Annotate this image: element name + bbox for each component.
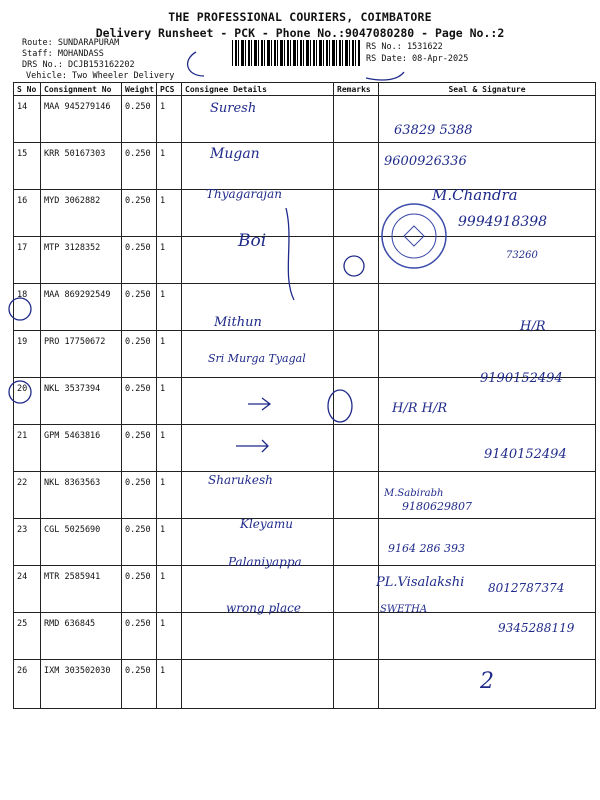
cell-consignee — [182, 237, 334, 284]
staff-field: Staff: MOHANDASS — [22, 49, 104, 59]
cell-consignment: MYD 3062882 — [41, 190, 122, 237]
cell-sno: 19 — [14, 331, 41, 378]
cell-weight: 0.250 — [122, 284, 157, 331]
hand-mark — [366, 72, 404, 80]
handwritten-page-number: 2 — [480, 669, 494, 694]
rs-number: RS No.: 1531622 — [366, 42, 443, 52]
cell-seal — [379, 96, 596, 143]
cell-remarks — [334, 190, 379, 237]
table-header-row — [14, 83, 596, 96]
table-row — [14, 566, 596, 613]
cell-sno: 18 — [14, 284, 41, 331]
page-title: THE PROFESSIONAL COURIERS, COIMBATORE — [168, 10, 432, 24]
runsheet-meta — [22, 38, 174, 82]
cell-pcs: 1 — [157, 566, 182, 613]
col-consignment: Consignment No — [41, 83, 122, 96]
cell-consignment: IXM 303502030 — [41, 660, 122, 709]
cell-seal — [379, 519, 596, 566]
table-row — [14, 378, 596, 425]
table-row — [14, 472, 596, 519]
cell-weight: 0.250 — [122, 96, 157, 143]
table-row — [14, 237, 596, 284]
cell-pcs: 1 — [157, 96, 182, 143]
cell-remarks — [334, 566, 379, 613]
cell-sno: 20 — [14, 378, 41, 425]
route-field: Route: SUNDARAPURAM — [22, 38, 120, 48]
table-row — [14, 96, 596, 143]
table-row — [14, 613, 596, 660]
cell-sno: 15 — [14, 143, 41, 190]
col-consignee: Consignee Details — [182, 83, 334, 96]
cell-weight: 0.250 — [122, 660, 157, 709]
cell-consignee — [182, 190, 334, 237]
cell-consignee — [182, 96, 334, 143]
handwritten-name: Kleyamu — [240, 517, 293, 531]
handwritten-phone: 9164 286 393 — [388, 542, 465, 555]
cell-remarks — [334, 96, 379, 143]
cell-remarks — [334, 284, 379, 331]
cell-remarks — [334, 519, 379, 566]
handwritten-phone: 9345288119 — [498, 621, 575, 635]
col-pcs: PCS — [157, 83, 182, 96]
cell-weight: 0.250 — [122, 566, 157, 613]
drs-field: DRS No.: DCJB153162202 — [22, 60, 135, 70]
runsheet-ref — [366, 41, 468, 65]
handwritten-signature: M.Chandra — [432, 186, 518, 204]
handwritten-name: wrong place — [226, 601, 301, 615]
cell-weight: 0.250 — [122, 472, 157, 519]
table-row — [14, 519, 596, 566]
handwritten-signature: SWETHA — [380, 604, 428, 615]
table-row — [14, 425, 596, 472]
cell-consignment: RMD 636845 — [41, 613, 122, 660]
cell-pcs: 1 — [157, 378, 182, 425]
handwritten-name: Palaniyappa — [228, 555, 302, 569]
cell-pcs: 1 — [157, 237, 182, 284]
barcode — [232, 40, 360, 66]
handwritten-signature: 63829 5388 — [394, 123, 473, 138]
cell-consignee — [182, 425, 334, 472]
cell-sno: 16 — [14, 190, 41, 237]
cell-consignment: MTR 2585941 — [41, 566, 122, 613]
handwritten-phone: 9140152494 — [484, 447, 567, 462]
table-body — [14, 96, 596, 709]
handwritten-name: Sri Murga Tyagal — [208, 352, 306, 365]
cell-pcs: 1 — [157, 613, 182, 660]
cell-consignment: NKL 8363563 — [41, 472, 122, 519]
col-sno: S No — [14, 83, 41, 96]
cell-consignee — [182, 519, 334, 566]
handwritten-name: Mithun — [214, 315, 262, 330]
cell-pcs: 1 — [157, 143, 182, 190]
handwritten-signature: M.Sabirabh — [384, 488, 444, 499]
cell-sno: 26 — [14, 660, 41, 709]
handwritten-phone: 8012787374 — [488, 581, 565, 595]
cell-seal — [379, 190, 596, 237]
cell-consignment: MTP 3128352 — [41, 237, 122, 284]
runsheet-table — [13, 82, 596, 709]
cell-consignee — [182, 660, 334, 709]
cell-sno: 14 — [14, 96, 41, 143]
cell-seal — [379, 378, 596, 425]
handwritten-signature: 9600926336 — [384, 154, 467, 169]
cell-pcs: 1 — [157, 190, 182, 237]
cell-seal — [379, 284, 596, 331]
cell-seal — [379, 331, 596, 378]
handwritten-name: Sharukesh — [208, 473, 273, 487]
handwritten-name: Suresh — [210, 101, 257, 116]
cell-seal — [379, 660, 596, 709]
cell-consignee — [182, 284, 334, 331]
cell-sno: 17 — [14, 237, 41, 284]
cell-sno: 25 — [14, 613, 41, 660]
cell-seal — [379, 237, 596, 284]
cell-remarks — [334, 613, 379, 660]
col-weight: Weight — [122, 83, 157, 96]
cell-consignee — [182, 143, 334, 190]
handwritten-name: Mugan — [210, 146, 260, 162]
cell-pcs: 1 — [157, 284, 182, 331]
cell-sno: 24 — [14, 566, 41, 613]
cell-remarks — [334, 660, 379, 709]
cell-seal — [379, 566, 596, 613]
handwritten-signature: H/R H/R — [392, 401, 448, 416]
table-row — [14, 143, 596, 190]
cell-consignment: CGL 5025690 — [41, 519, 122, 566]
col-remarks: Remarks — [334, 83, 379, 96]
cell-weight: 0.250 — [122, 425, 157, 472]
cell-sno: 23 — [14, 519, 41, 566]
vehicle-field: Vehicle: Two Wheeler Delivery — [26, 71, 175, 81]
table-row — [14, 660, 596, 709]
table-row — [14, 331, 596, 378]
cell-remarks — [334, 143, 379, 190]
handwritten-name: Boi — [238, 231, 267, 251]
handwritten-signature: 73260 — [506, 250, 538, 261]
cell-consignment: PRO 17750672 — [41, 331, 122, 378]
cell-weight: 0.250 — [122, 331, 157, 378]
cell-pcs: 1 — [157, 660, 182, 709]
cell-consignment: NKL 3537394 — [41, 378, 122, 425]
handwritten-name: Thyagarajan — [206, 187, 282, 201]
col-seal-signature: Seal & Signature — [379, 83, 596, 96]
cell-consignee — [182, 378, 334, 425]
cell-weight: 0.250 — [122, 237, 157, 284]
cell-consignee — [182, 472, 334, 519]
handwritten-phone: 9180629807 — [402, 500, 472, 513]
cell-pcs: 1 — [157, 519, 182, 566]
cell-weight: 0.250 — [122, 613, 157, 660]
cell-consignment: GPM 5463816 — [41, 425, 122, 472]
cell-remarks — [334, 425, 379, 472]
cell-consignee — [182, 566, 334, 613]
cell-seal — [379, 425, 596, 472]
table-row — [14, 284, 596, 331]
cell-consignment: MAA 869292549 — [41, 284, 122, 331]
handwritten-signature: H/R — [520, 319, 546, 334]
cell-remarks — [334, 472, 379, 519]
cell-sno: 21 — [14, 425, 41, 472]
cell-weight: 0.250 — [122, 143, 157, 190]
cell-weight: 0.250 — [122, 378, 157, 425]
cell-remarks — [334, 378, 379, 425]
cell-seal — [379, 472, 596, 519]
cell-consignment: KRR 50167303 — [41, 143, 122, 190]
cell-seal — [379, 143, 596, 190]
hand-mark — [188, 52, 204, 76]
table-row — [14, 190, 596, 237]
cell-remarks — [334, 237, 379, 284]
handwritten-phone: 9994918398 — [458, 214, 548, 230]
cell-weight: 0.250 — [122, 519, 157, 566]
cell-remarks — [334, 331, 379, 378]
cell-consignment: MAA 945279146 — [41, 96, 122, 143]
cell-pcs: 1 — [157, 331, 182, 378]
cell-sno: 22 — [14, 472, 41, 519]
cell-pcs: 1 — [157, 425, 182, 472]
rs-date: RS Date: 08-Apr-2025 — [366, 54, 469, 64]
page-subtitle: Delivery Runsheet - PCK - Phone No.:9047080280 - Page No.:2 — [95, 26, 505, 40]
cell-weight: 0.250 — [122, 190, 157, 237]
cell-consignee — [182, 613, 334, 660]
cell-consignee — [182, 331, 334, 378]
cell-seal — [379, 613, 596, 660]
handwritten-phone: 9190152494 — [480, 371, 563, 386]
handwritten-signature: PL.Visalakshi — [376, 575, 465, 590]
cell-pcs: 1 — [157, 472, 182, 519]
